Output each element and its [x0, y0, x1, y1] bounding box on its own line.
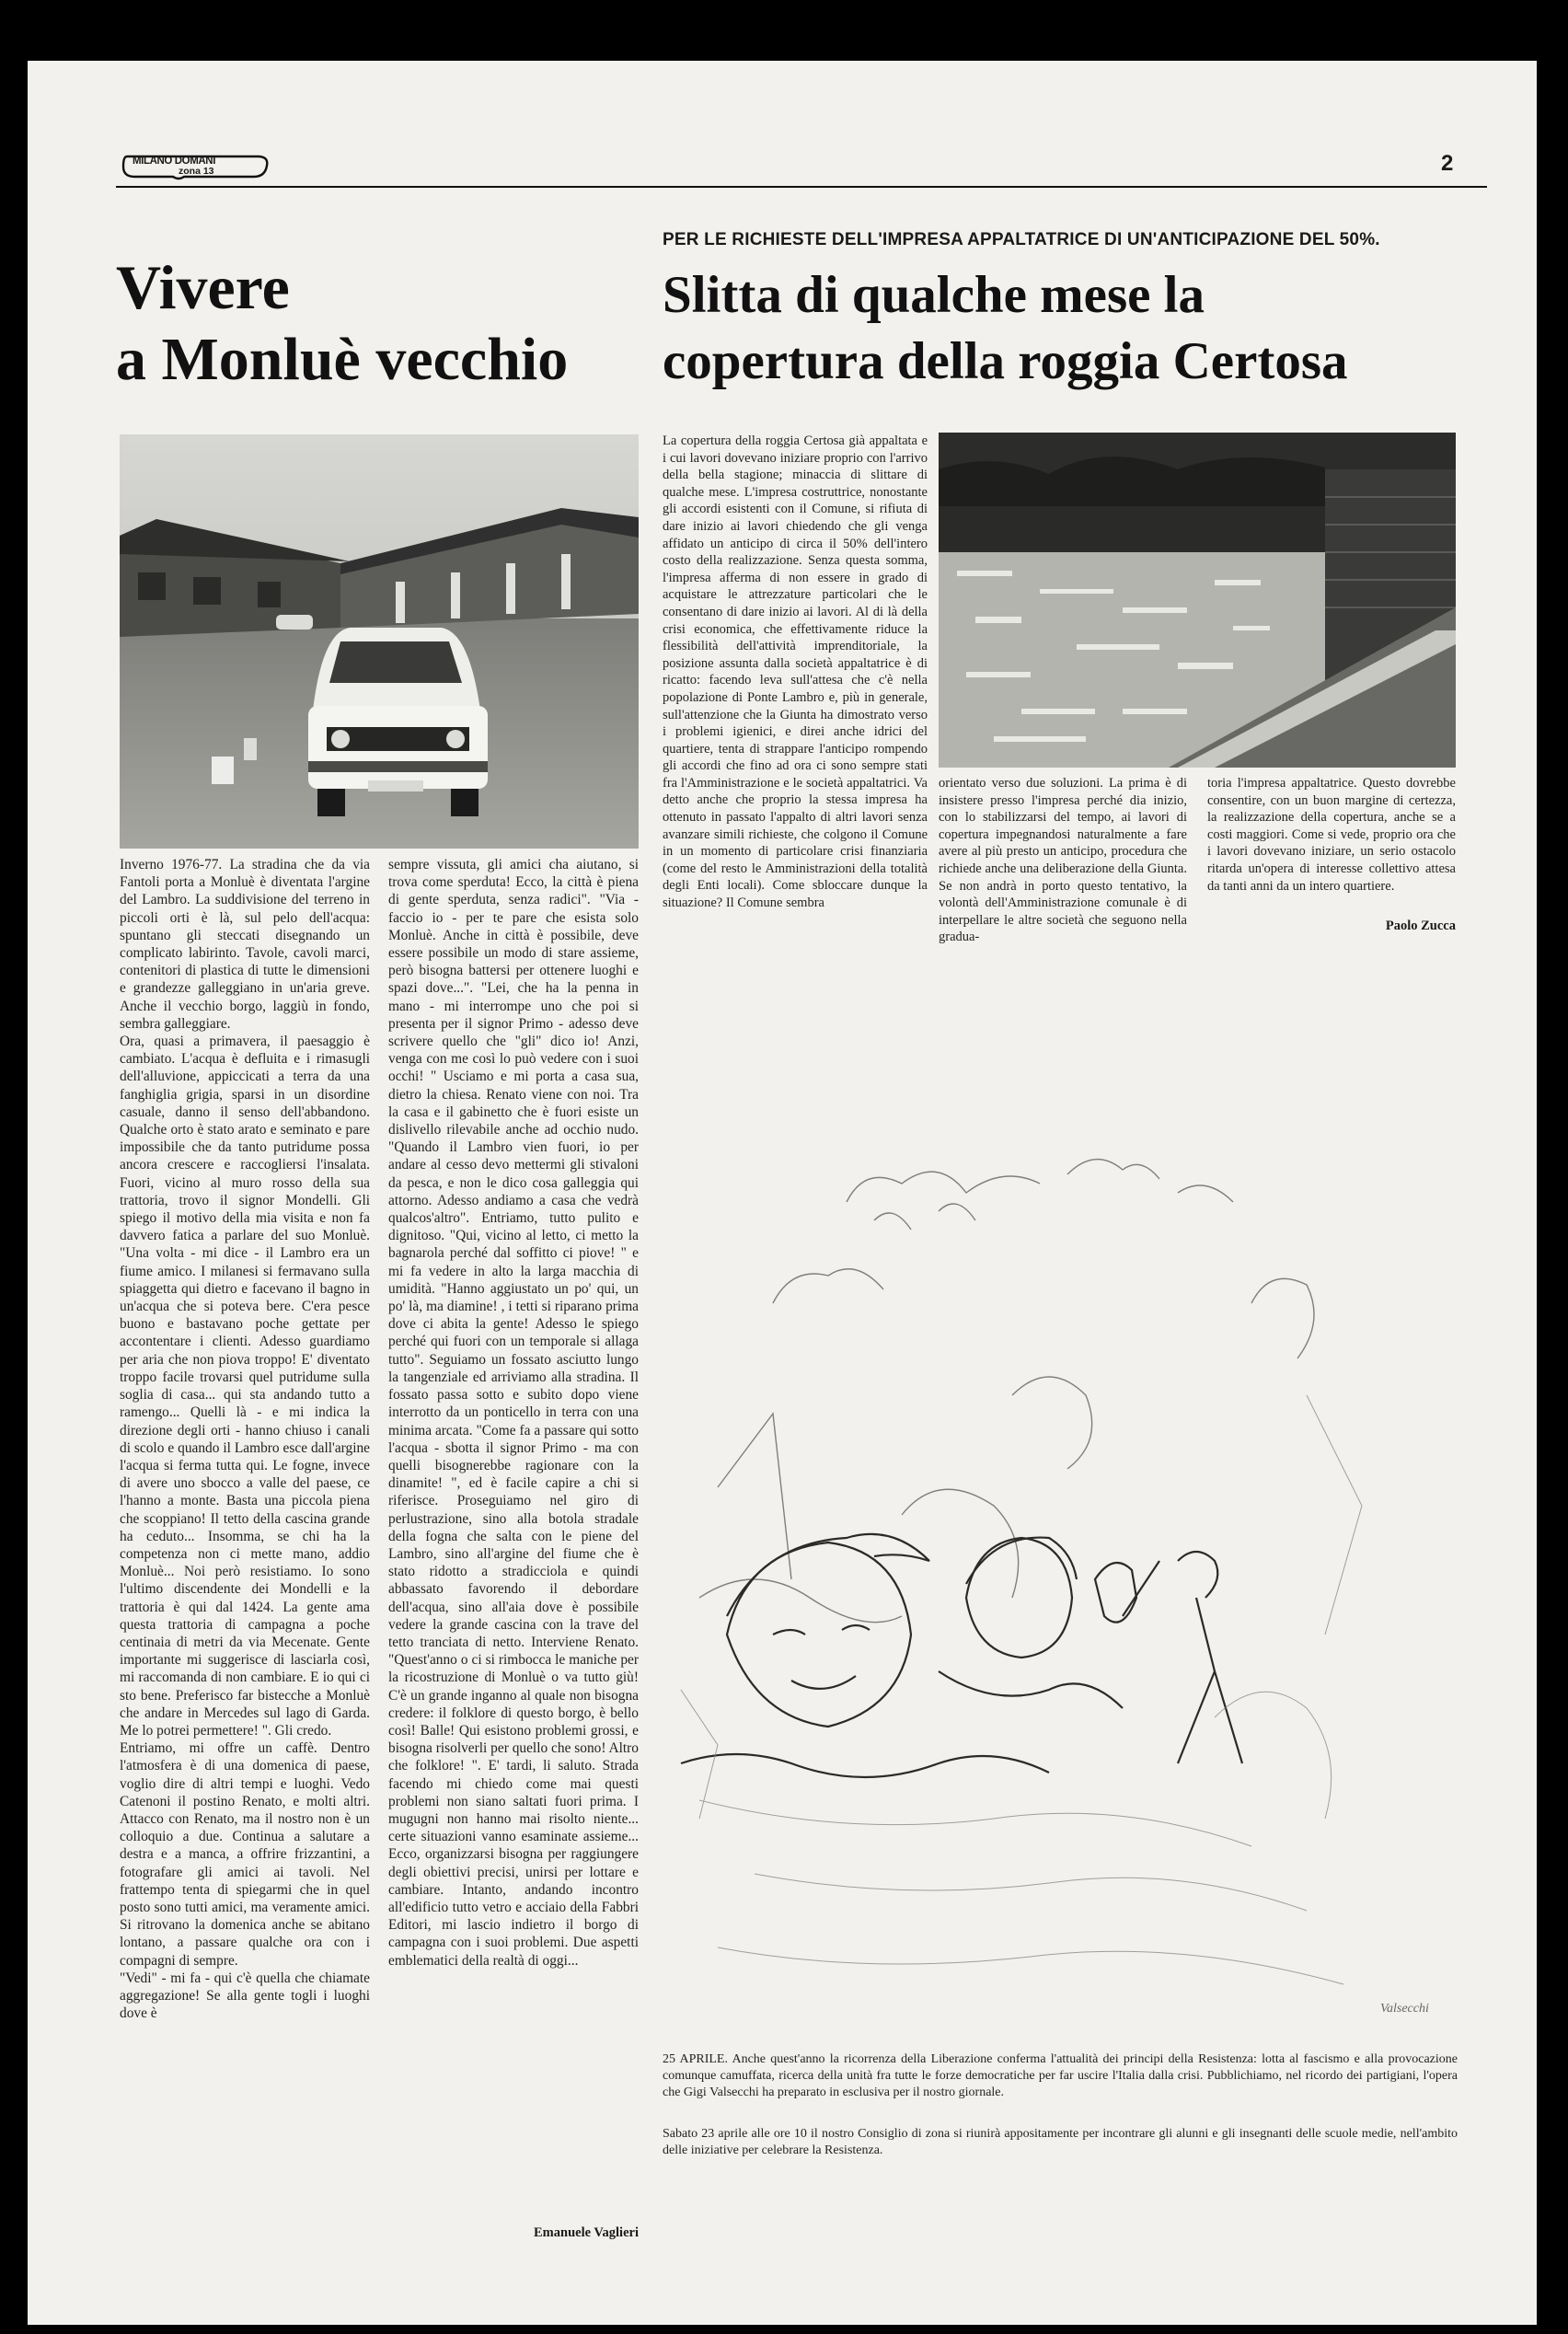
left-headline-line1: Vivere	[116, 252, 290, 322]
right-article-author: Paolo Zucca	[1385, 919, 1456, 933]
left-article-column-1: Inverno 1976-77. La stradina che da via Fantoli porta a Monluè è diventata l'argine del Lambro. La suddivisione del terreno in piccoli orti è là, sul pelo dell'acqua: spuntano gli steccati disegnando un complicato labirinto. Tavole, cavoli marci, contenitori di plastica di tutte le dimensioni e grandezze galleggiano in un'aria greve. Anche il vecchio borgo, laggiù in fondo, sembra galleggiare. Ora, quasi a primavera, il paesaggio è cambiato. L'acqua è defluita e i rimasugli dell'alluvione, appiccicati a terra da una fanghiglia grigia, sparsi in un disordine casuale, danno il senso dell'abbandono. Qualche orto è stato arato e seminato e pare impossibile che da tanto putridume possa ancora crescere e raccogliersi l'insalata. Fuori, vicino al muro rosso della sua trattoria, trovo il signor Mondelli. Gli spiego il motivo della mia visita e non fa davvero fatica a parlare del suo Monluè. "Una volta - mi dice - il Lambro era un fiume amico. I milanesi si fermavano sulla spiaggetta qui dietro e facevano il bagno in un'acqua che si poteva bere. C'era pesce buono e bastavano poche gettate per accontentare i clienti. Adesso guardiamo per aria che non piova troppo! E' diventato troppo facile trovarsi quel putridume sulla soglia di casa... qui sta andando tutto a ramengo... Quelli là - e mi indica la direzione degli orti - hanno chiuso i canali di scolo e quando il Lambro esce dall'argine l'acqua si ferma tutta qui. Le fogne, invece di avere uno sbocco a valle del paese, ce l'hanno a monte. Basta una piccola piena che scoppiano! Il tetto della cascina grande ha ceduto... Insomma, se chi ha la competenza non ci mette mano, addio Monluè... Noi però resistiamo. Io sono l'ultimo discendente dei Mondelli e la trattoria è qui dal 1424. La gente ama questa trattoria di campagna a poche centinaia di metri da via Mecenate. Gente importante mi suggerisce di lasciarla così, mi raccomanda di non cambiare. E io qui ci sto bene. Preferisco far bistecche a Monluè che andare in Mercedes sul lago di Garda. Me lo potrei permettere! ". Gli credo. Entriamo, mi offre un caffè. Dentro l'atmosfera è di una domenica di paese, voglio dire di altri tempi e luoghi. Vedo Catenoni il postino Renato, e molti altri. Attacco con Renato, ma il nostro non è un colloquio a due. Continua a salutare a destra e a manca, a offrire frizzantini, a fotografare gli amici ai tavoli. Nel frattempo tenta di spiegarmi che in quel posto sono tutti amici, ma veramente amici. Si ritrovano la domenica anche se abitano lontano, a passare qualche ora con i compagni di sempre. "Vedi" - mi fa - qui c'è quella che chiamate aggregazione! Se alla gente togli i luoghi dove è	[120, 857, 370, 2022]
masthead-rule	[116, 186, 1487, 188]
illustration-caption: 25 APRILE. Anche quest'anno la ricorrenza della Liberazione conferma l'attualità dei principi della Resistenza: lotta al fascismo e alla provocazione comunque camuffata, ricerca della unità fra tutte le forze democratiche per far uscire l'Italia dalla crisi. Pubblichiamo, nel ricordo dei partigiani, l'opera che Gigi Valsecchi ha preparato in esclusiva per il nostro giornale.	[663, 2052, 1458, 2100]
figure-face-1-icon	[727, 1543, 911, 1727]
masthead-logo	[120, 153, 272, 180]
monlue-photo	[120, 434, 639, 849]
right-headline-line1: Slitta di qualche mese la	[663, 266, 1205, 324]
liberation-illustration	[663, 1119, 1472, 2049]
right-headline-line2: copertura della roggia Certosa	[663, 332, 1348, 390]
newspaper-page	[28, 61, 1537, 2325]
car-icon	[308, 628, 488, 816]
roggia-photo	[939, 433, 1456, 768]
logo-subtitle: zona 13	[179, 166, 214, 177]
left-article-author: Emanuele Vaglieri	[534, 2225, 639, 2240]
right-kicker: PER LE RICHIESTE DELL'IMPRESA APPALTATRICE DI UN'ANTICIPAZIONE DEL 50%.	[663, 230, 1380, 249]
council-notice: Sabato 23 aprile alle ore 10 il nostro Consiglio di zona si riunirà appositamente per incontrare gli alunni e gli insegnanti delle scuole medie, nell'ambito delle iniziative per celebrare la Resistenza.	[663, 2127, 1458, 2158]
logo-title: MILANO DOMANI	[133, 156, 215, 167]
right-article-column-1: La copertura della roggia Certosa già appaltata e i cui lavori dovevano iniziare proprio con l'arrivo della bella stagione; minaccia di slittare di qualche mese. L'impresa costruttrice, nonostante gli accordi esistenti con il Comune, si rifiuta di dare inizio ai lavori chiedendo che gli venga affidato un anticipo di circa il 50% dell'intero costo della realizzazione. Senza questa somma, l'impresa afferma di non essere in grado di acquistare le attrezzature particolari che le consentano di dare inizio ai lavori. Al di là della crisi economica, che effettivamente riduce la flessibilità dell'attività imprenditoriale, la posizione assunta dalla società appaltatrice è di ricatto: facendo leva sull'attesa che c'è nella popolazione di Ponte Lambro e, più in generale, sull'attenzione che la Giunta ha dimostrato verso i problemi igienici, e direi anche idrici del quartiere, tenta di strappare l'anticipo rompendo gli accordi che fino ad ora ci sono sempre stati fra l'Amministrazione e le società appaltatrici. Va detto anche che proprio la stessa impresa ha ottenuto in passato l'appalto di altri lavori senza avanzare simili richieste, che colgono il Comune in un momento di particolare crisi finanziaria (come del resto le Amministrazioni della totalità degli Enti locali). Come sbloccare dunque la situazione? Il Comune sembra	[663, 433, 928, 911]
page-number: 2	[1441, 151, 1454, 176]
left-article-column-2: sempre vissuta, gli amici cha aiutano, si trova come sperduta! Ecco, la città è piena di gente sperduta, senza radici". "Via - faccio io - per te pare che esista solo Monluè. Anche in città è possibile, deve essere possibile un modo di stare assieme, però bisogna battersi per ottenere luoghi e spazi dove...". "Lei, che ha la penna in mano - mi interrompe uno che poi si presenta per il signor Primo - adesso deve scrivere quello che "gli" dico io! Anzi, venga con me così lo può vedere con i suoi occhi! " Usciamo e mi porta a casa sua, dietro la chiesa. Renato viene con noi. Tra la casa e il gabinetto che è fuori esiste un dislivello rilevabile anche ad occhio nudo. "Quando il Lambro vien fuori, io per andare al cesso devo mettermi gli stivaloni da pesca, e non le dico cosa galleggia qui attorno. Adesso andiamo a casa che vedrà qualcos'altro". Entriamo, tutto pulito e dignitoso. "Qui, vicino al letto, ci metto la bagnarola perché dal soffitto ci piove! " e mi fa vedere in alto la larga macchia di umidità. "Hanno aggiustato un po' qui, un po' là, ma diamine! , i tetti si riparano prima dove ci abita la gente! Adesso le spiego perché qui fuori con un temporale si allaga tutto". Seguiamo un fossato asciutto lungo la tangenziale ed arriviamo alla stradina. Il fossato passa sotto e subito dopo viene interrotto da un ponticello in terra con una minima arcata. "Come fa a passare qui sotto l'acqua - sbotta il signor Primo - ma con quelli bisognerebbe ragionare con la dinamite! ", ed è facile capire a chi si riferisce. Proseguiamo nel giro di perlustrazione, sino alla botola stradale della fogna che salta con le piene del Lambro, sino all'argine del fiume che è stato ridotto a stradicciola e quindi abbassato favorendo il debordare dell'acqua, sino all'aia dove è possibile vedere la grande cascina con la trave del tetto tranciata di netto. Interviene Renato. "Quest'anno o ci si rimbocca le maniche per la ricostruzione di Monluè o va tutto giù! C'è un grande inganno al quale non bisogna credere: il folklore di questo borgo, è bello così! Balle! Qui esistono problemi grossi, e bisogna risolverli per quello che sono! Altro che folklore! ". E' tardi, li saluto. Strada facendo mi chiedo come mai questi problemi non siano saltati fuori prima. I mugugni non hanno mai risolto niente... certe situazioni vanno esaminate assieme... Ecco, organizzarsi bisogna per raggiungere degli obiettivi precisi, unirsi per lottare e cambiare. Intanto, andando incontro all'edificio tutto vetro e acciaio della Fabbri Editori, mi lascio indietro il borgo di campagna con i suoi problemi. Due aspetti emblematici della realtà di oggi...	[388, 857, 639, 1969]
illustration-signature: Valsecchi	[1380, 2002, 1429, 2016]
right-article-column-3: toria l'impresa appaltatrice. Questo dovrebbe consentire, con un buon margine di certezza, la realizzazione della copertura, anche se a costi maggiori. Come si vede, proprio ora che i lavori dovevano iniziare, un serio ostacolo ritarda un'opera di interesse collettivo attesa da tanti anni da un intero quartiere.	[1207, 776, 1456, 894]
left-headline-line2: a Monluè vecchio	[116, 326, 569, 393]
right-article-column-2: orientato verso due soluzioni. La prima è di insistere presso l'impresa perché dia inizio, con lo stabilizzarsi del tempo, ai lavori di copertura impegnandosi naturalmente a fare avere al più presto un anticipo, procedura che richiede anche una deliberazione della Giunta. Se non andrà in porto questo tentativo, la volontà dell'Amministrazione comunale è di interpellare le altre società che seguono nella gradua-	[939, 776, 1187, 945]
